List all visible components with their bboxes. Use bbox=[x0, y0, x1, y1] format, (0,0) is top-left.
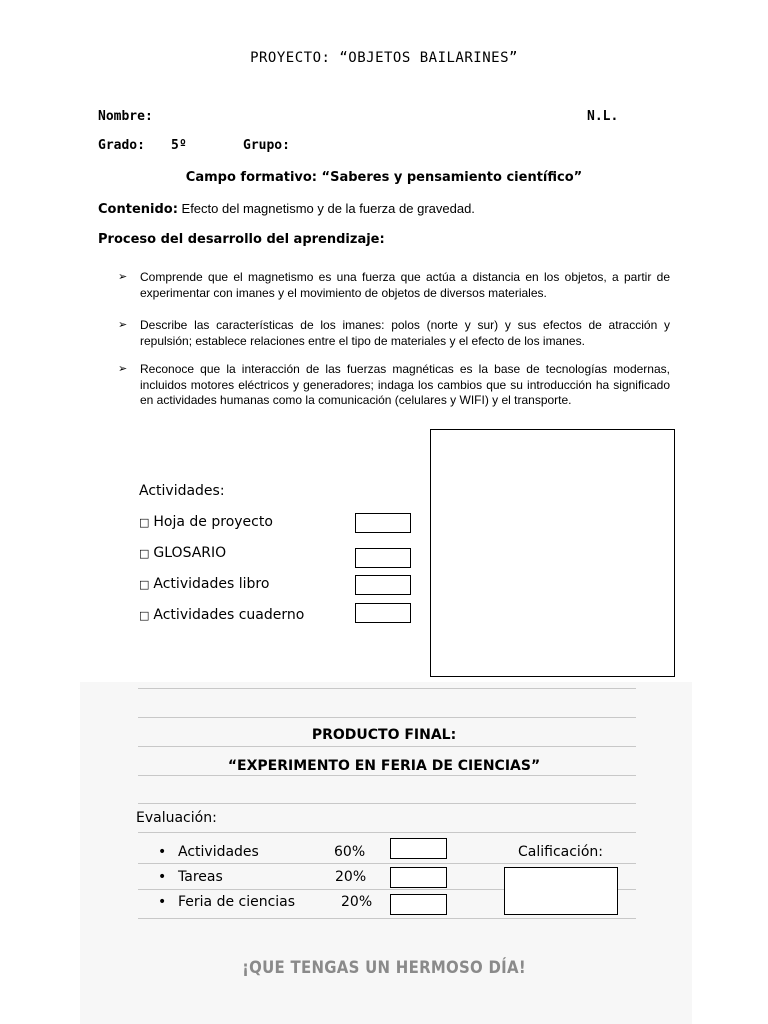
ruled-line bbox=[138, 775, 636, 776]
drawing-box[interactable] bbox=[430, 429, 675, 677]
experimento-heading: “EXPERIMENTO EN FERIA DE CIENCIAS” bbox=[227, 758, 541, 774]
learning-bullet-text: Reconoce que la interacción de las fuerzas magnéticas es la base de tecnologías modernas, incluidos motores eléctricos y generadores; indaga los cambios que su introducción ha significado en actividades humanas como la comunicación (celulares y WIFI) y el transporte. bbox=[140, 362, 670, 407]
learning-bullet-1 bbox=[118, 270, 670, 301]
ruled-line bbox=[138, 746, 636, 747]
activity-check-box[interactable] bbox=[355, 548, 411, 568]
activity-check-box[interactable] bbox=[355, 575, 411, 595]
calificacion-box[interactable] bbox=[504, 867, 618, 915]
arrow-bullet-icon: ➢ bbox=[118, 363, 128, 375]
footer-greeting: ¡QUE TENGAS UN HERMOSO DÍA! bbox=[242, 958, 526, 978]
ruled-line bbox=[138, 918, 636, 919]
project-title: PROYECTO: “OBJETOS BAILARINES” bbox=[250, 50, 518, 66]
evaluacion-heading: Evaluación: bbox=[136, 810, 217, 826]
eval-label: Actividades bbox=[178, 844, 259, 860]
eval-label: Feria de ciencias bbox=[178, 894, 296, 910]
learning-bullet-text: Describe las características de los imanes: polos (norte y sur) y sus efectos de atracción y repulsión; establece relaciones entre el tipo de materiales y el efecto de los imanes. bbox=[140, 318, 670, 348]
activity-check-box[interactable] bbox=[355, 513, 411, 533]
activity-label: GLOSARIO bbox=[153, 545, 227, 561]
eval-percent: 20% bbox=[335, 869, 367, 885]
ruled-line bbox=[138, 688, 636, 689]
list-number-label: N.L. bbox=[587, 109, 619, 124]
actividades-heading: Actividades: bbox=[139, 483, 225, 499]
name-label: Nombre: bbox=[98, 109, 153, 124]
activity-item-glosario bbox=[139, 545, 226, 561]
ruled-line bbox=[138, 717, 636, 718]
activity-item-libro bbox=[139, 576, 269, 592]
campo-formativo-heading: Campo formativo: “Saberes y pensamiento científico” bbox=[185, 170, 583, 185]
activity-label: Hoja de proyecto bbox=[153, 514, 273, 530]
contenido-label: Contenido: bbox=[98, 202, 178, 217]
activity-label: Actividades libro bbox=[153, 576, 270, 592]
eval-percent: 20% bbox=[341, 894, 373, 910]
activity-item-hoja bbox=[139, 514, 273, 530]
grade-label: Grado: bbox=[98, 138, 145, 153]
activity-check-box[interactable] bbox=[355, 603, 411, 623]
arrow-bullet-icon: ➢ bbox=[118, 319, 128, 331]
contenido-text: Efecto del magnetismo y de la fuerza de gravedad. bbox=[177, 201, 475, 216]
calificacion-label: Calificación: bbox=[518, 844, 603, 860]
grade-value: 5º bbox=[171, 138, 187, 153]
learning-bullet-3 bbox=[118, 362, 670, 409]
bullet-dot-icon: • bbox=[158, 869, 167, 885]
eval-label: Tareas bbox=[178, 869, 223, 885]
producto-final-heading: PRODUCTO FINAL: bbox=[311, 727, 457, 743]
ruled-line bbox=[138, 832, 636, 833]
arrow-bullet-icon: ➢ bbox=[118, 271, 128, 283]
checkbox-icon: □ bbox=[139, 547, 150, 560]
bullet-dot-icon: • bbox=[158, 844, 167, 860]
proceso-heading: Proceso del desarrollo del aprendizaje: bbox=[98, 232, 385, 247]
ruled-line bbox=[138, 863, 636, 864]
eval-score-box[interactable] bbox=[390, 867, 447, 888]
bullet-dot-icon: • bbox=[158, 894, 167, 910]
eval-score-box[interactable] bbox=[390, 838, 447, 859]
eval-percent: 60% bbox=[334, 844, 366, 860]
ruled-line bbox=[138, 803, 636, 804]
activity-item-cuaderno bbox=[139, 607, 304, 623]
learning-bullet-2 bbox=[118, 318, 670, 349]
eval-score-box[interactable] bbox=[390, 894, 447, 915]
group-label: Grupo: bbox=[243, 138, 290, 153]
checkbox-icon: □ bbox=[139, 578, 150, 591]
contenido-line bbox=[98, 201, 475, 217]
learning-bullet-text: Comprende que el magnetismo es una fuerza que actúa a distancia en los objetos, a partir de experimentar con imanes y el movimiento de objetos de diversos materiales. bbox=[140, 270, 670, 300]
checkbox-icon: □ bbox=[139, 516, 150, 529]
activity-label: Actividades cuaderno bbox=[153, 607, 305, 623]
checkbox-icon: □ bbox=[139, 609, 150, 622]
